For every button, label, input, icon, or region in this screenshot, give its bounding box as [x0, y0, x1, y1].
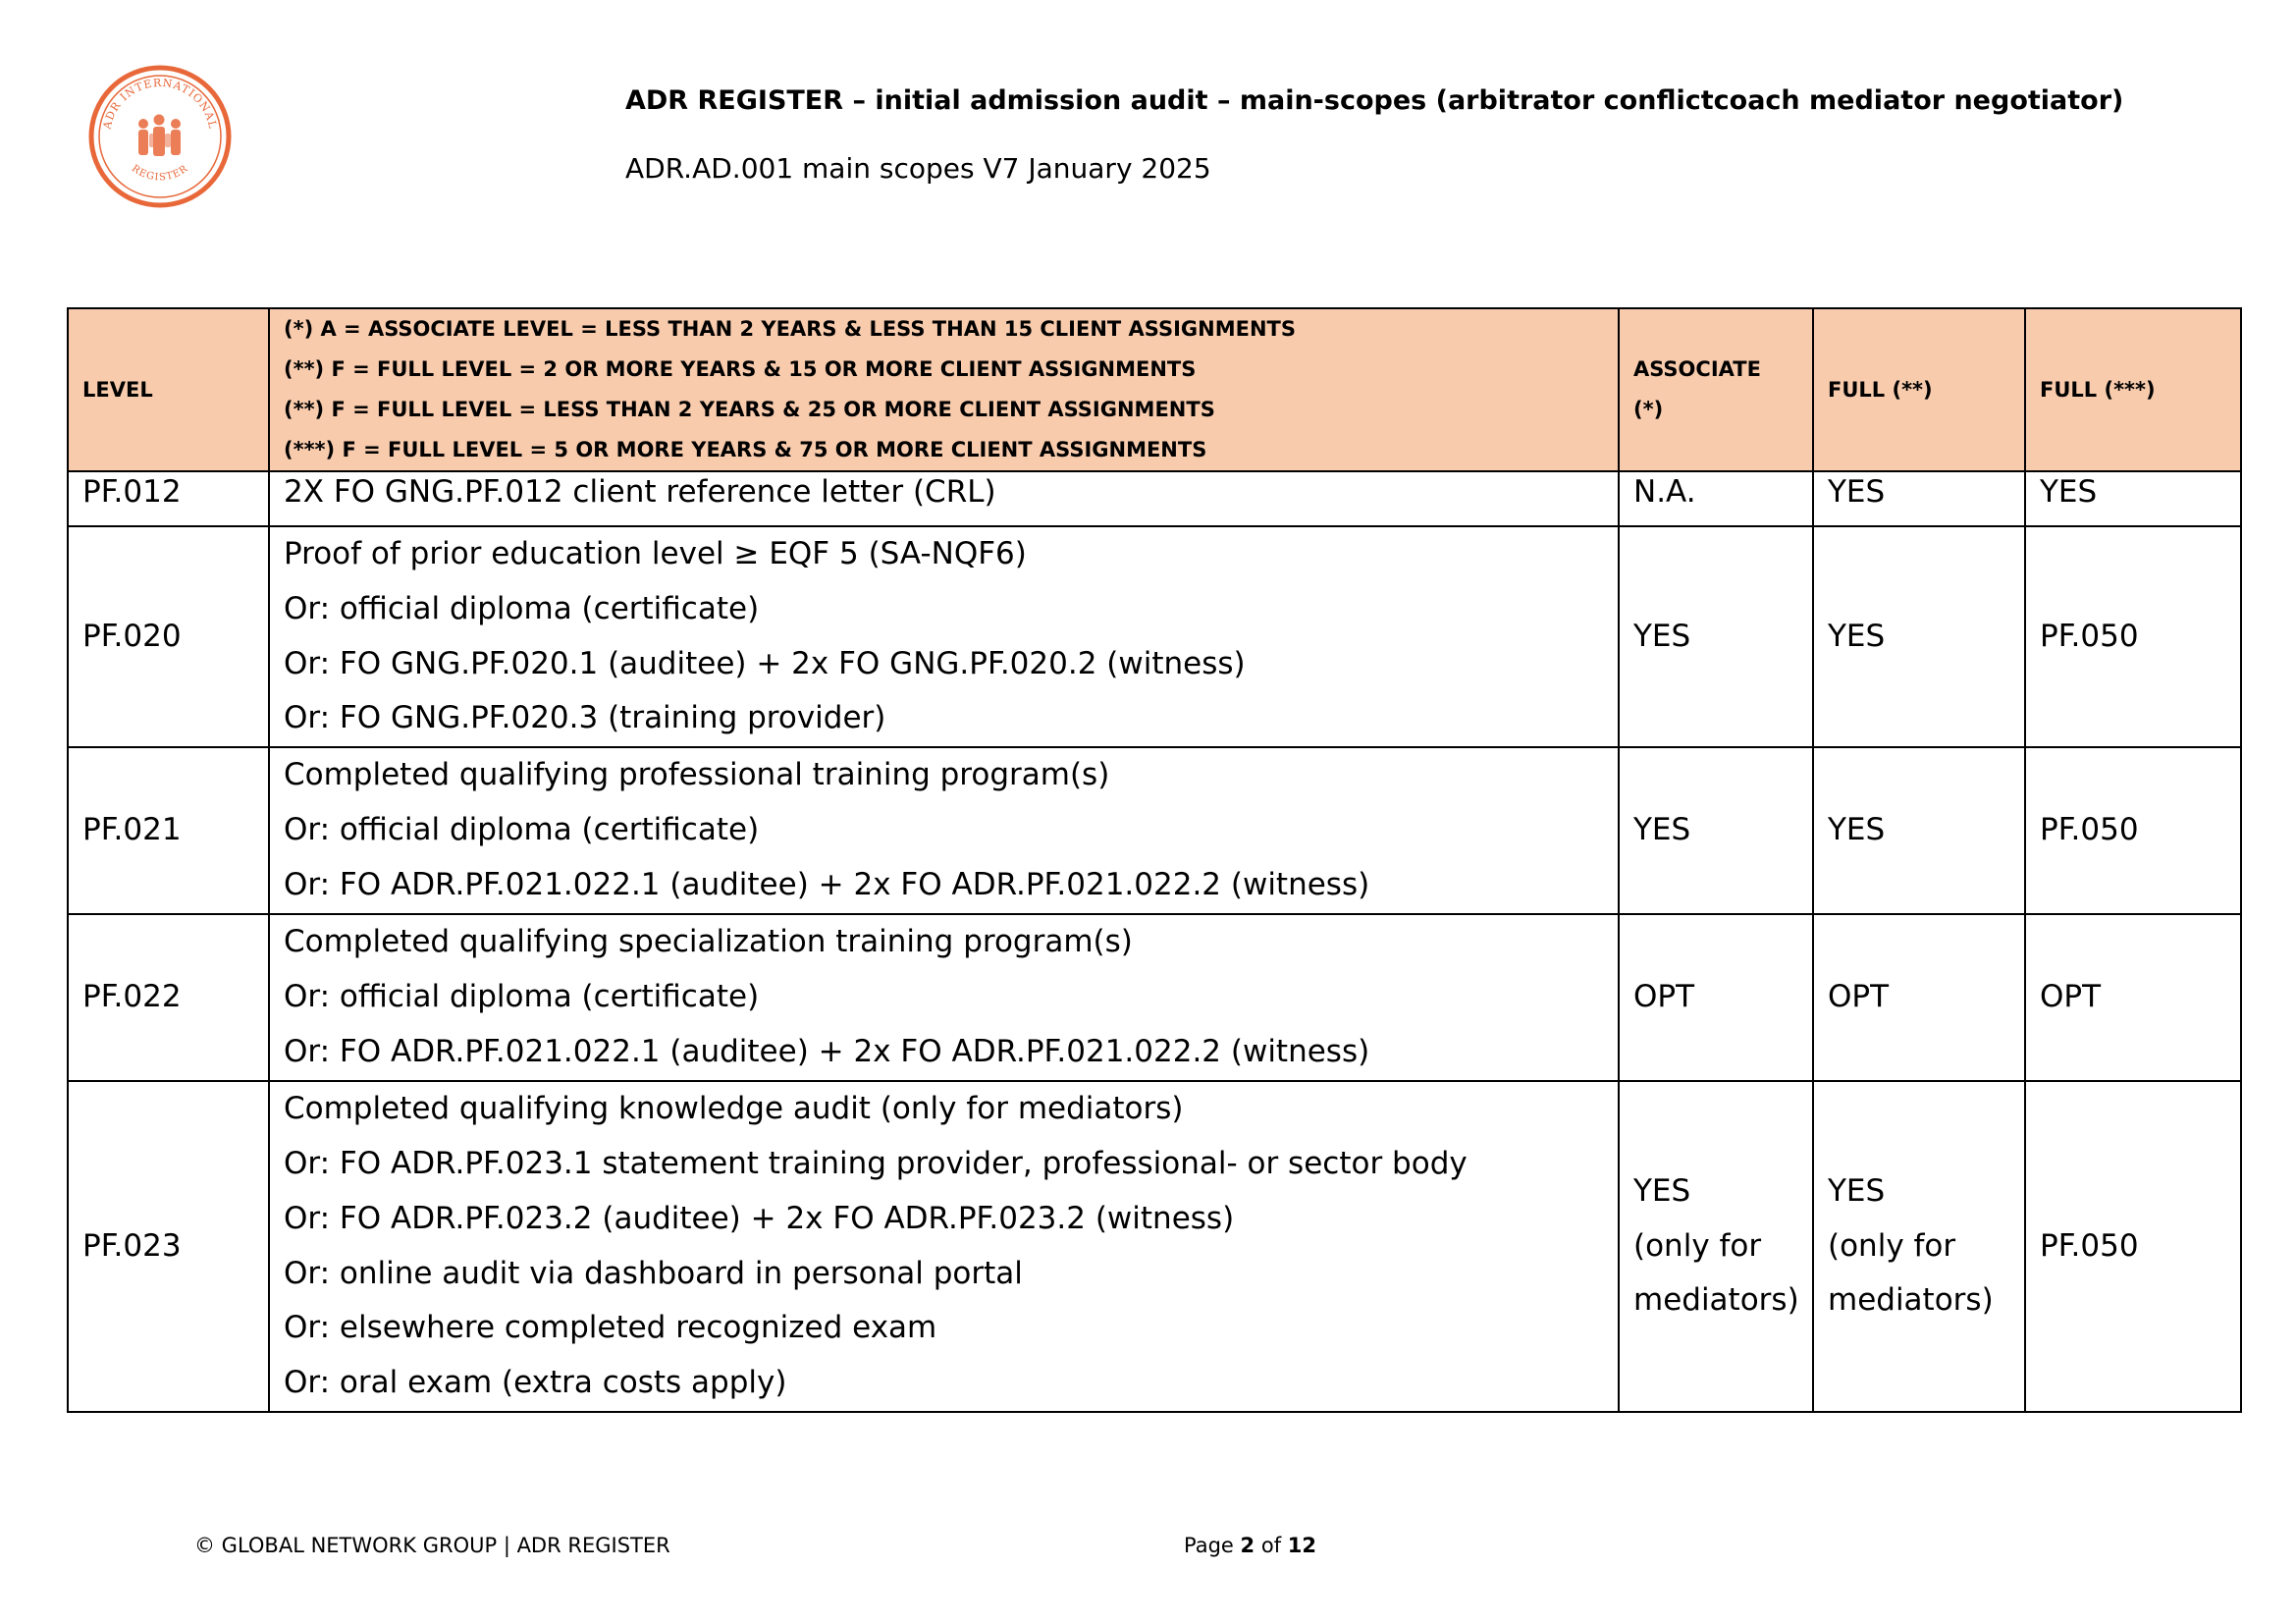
full2-line: OPT	[1828, 979, 1890, 1015]
row-description	[269, 1081, 1619, 1412]
header-full-3: FULL (***)	[2025, 308, 2241, 471]
description-line: Or: FO GNG.PF.020.3 (training provider)	[284, 700, 886, 736]
logo-text-top: ADR INTERNATIONAL	[100, 76, 220, 131]
row-code: PF.023	[68, 1081, 269, 1412]
description-line: Completed qualifying professional training program(s)	[284, 757, 1110, 793]
page-total: 12	[1287, 1534, 1317, 1557]
description-line: Or: online audit via dashboard in personal portal	[284, 1255, 1023, 1291]
description-line: Proof of prior education level ≥ EQF 5 (SA-NQF6)	[284, 536, 1027, 571]
header-level: LEVEL	[68, 308, 269, 471]
row-full-3: PF.050	[2025, 747, 2241, 914]
description-line: Or: FO GNG.PF.020.1 (auditee) + 2x FO GNG.PF.020.2 (witness)	[284, 645, 1246, 681]
row-code: PF.021	[68, 747, 269, 914]
page-current: 2	[1240, 1534, 1255, 1557]
full2-line: YES	[1828, 812, 1886, 848]
row-description	[269, 471, 1619, 526]
description-line: Completed qualifying specialization training program(s)	[284, 924, 1133, 960]
row-associate	[1619, 1081, 1813, 1412]
row-code: PF.012	[68, 471, 269, 526]
people-figures-icon	[138, 115, 181, 157]
page-label: Page	[1184, 1534, 1234, 1557]
description-line: 2X FO GNG.PF.012 client reference letter (CRL)	[284, 474, 996, 510]
svg-text:REGISTER	[130, 163, 190, 183]
header-associate-label: ASSOCIATE	[1633, 357, 1761, 381]
logo-text-bottom: REGISTER	[129, 163, 191, 184]
full2-line: YES	[1828, 1172, 1886, 1209]
description-line: Or: official diploma (certificate)	[284, 979, 760, 1015]
header-full-2: FULL (**)	[1813, 308, 2025, 471]
description-line: Or: elsewhere completed recognized exam	[284, 1310, 937, 1346]
row-associate	[1619, 526, 1813, 747]
full2-line: YES	[1828, 474, 1886, 510]
row-full-3: YES	[2025, 471, 2241, 526]
description-line: Or: official diploma (certificate)	[284, 590, 760, 626]
row-associate	[1619, 747, 1813, 914]
row-code: PF.022	[68, 914, 269, 1081]
header-associate-marker: (*)	[1633, 398, 1664, 421]
associate-line: YES	[1633, 812, 1691, 848]
associate-line: N.A.	[1633, 474, 1696, 510]
full2-line: YES	[1828, 618, 1886, 654]
legend-line: (*) A = ASSOCIATE LEVEL = LESS THAN 2 YEARS & LESS THAN 15 CLIENT ASSIGNMENTS	[284, 317, 1296, 341]
row-full-3: OPT	[2025, 914, 2241, 1081]
legend-line: (**) F = FULL LEVEL = 2 OR MORE YEARS & 15 OR MORE CLIENT ASSIGNMENTS	[284, 357, 1197, 381]
header-legend	[269, 308, 1619, 471]
adr-international-register-logo	[86, 63, 234, 210]
row-full-2	[1813, 914, 2025, 1081]
header-associate	[1619, 308, 1813, 471]
row-description	[269, 747, 1619, 914]
row-description	[269, 914, 1619, 1081]
associate-line: (only for	[1633, 1227, 1762, 1264]
row-full-2	[1813, 471, 2025, 526]
table-row	[68, 747, 2241, 914]
footer-page-number	[1184, 1534, 1316, 1557]
associate-line: mediators)	[1633, 1282, 1799, 1319]
document-subtitle: ADR.AD.001 main scopes V7 January 2025	[625, 152, 1211, 185]
row-full-2	[1813, 1081, 2025, 1412]
description-line: Or: FO ADR.PF.023.1 statement training provider, professional- or sector body	[284, 1145, 1468, 1181]
table-row	[68, 471, 2241, 526]
table-row	[68, 526, 2241, 747]
table-header-row	[68, 308, 2241, 471]
description-line: Or: FO ADR.PF.023.2 (auditee) + 2x FO ADR.PF.023.2 (witness)	[284, 1200, 1235, 1236]
full2-line: (only for	[1828, 1227, 1956, 1264]
row-description	[269, 526, 1619, 747]
description-line: Or: FO ADR.PF.021.022.1 (auditee) + 2x FO ADR.PF.021.022.2 (witness)	[284, 1034, 1370, 1070]
associate-line: YES	[1633, 1172, 1691, 1209]
associate-line: YES	[1633, 618, 1691, 654]
description-line: Or: official diploma (certificate)	[284, 812, 760, 848]
row-full-3: PF.050	[2025, 1081, 2241, 1412]
row-full-2	[1813, 747, 2025, 914]
legend-line: (***) F = FULL LEVEL = 5 OR MORE YEARS & 75 OR MORE CLIENT ASSIGNMENTS	[284, 438, 1207, 461]
document-title: ADR REGISTER – initial admission audit – main-scopes (arbitrator conflictcoach mediator negotiator)	[625, 85, 2124, 116]
table-row	[68, 1081, 2241, 1412]
row-associate	[1619, 914, 1813, 1081]
row-full-3: PF.050	[2025, 526, 2241, 747]
description-line: Or: oral exam (extra costs apply)	[284, 1365, 787, 1401]
footer-copyright: © GLOBAL NETWORK GROUP | ADR REGISTER	[194, 1534, 670, 1557]
description-line: Completed qualifying knowledge audit (only for mediators)	[284, 1091, 1184, 1127]
row-associate	[1619, 471, 1813, 526]
table-row	[68, 914, 2241, 1081]
row-full-2	[1813, 526, 2025, 747]
full2-line: mediators)	[1828, 1282, 1994, 1319]
description-line: Or: FO ADR.PF.021.022.1 (auditee) + 2x FO ADR.PF.021.022.2 (witness)	[284, 867, 1370, 903]
row-code: PF.020	[68, 526, 269, 747]
admission-audit-table	[67, 307, 2242, 1413]
associate-line: OPT	[1633, 979, 1695, 1015]
legend-line: (**) F = FULL LEVEL = LESS THAN 2 YEARS & 25 OR MORE CLIENT ASSIGNMENTS	[284, 398, 1215, 421]
page-of: of	[1260, 1534, 1282, 1557]
